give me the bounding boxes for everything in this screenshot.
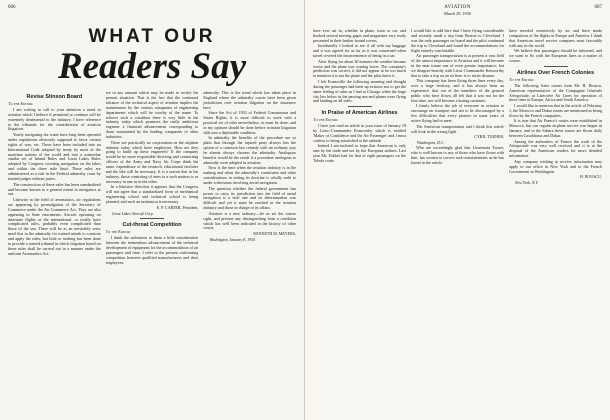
- paragraph: I think the unfairness to them a little consideration between the tremendous advancement of the technical development of equipment for the accommodation of air passengers and time. I refer to the present confronting competition between qualified manufacturers and their employees.: [105, 235, 199, 265]
- left-running-head: [8, 5, 296, 27]
- paragraph: Incidentally I looked to see if all with my baggage and it was agreed for as far as it was concerned when travel covered the inconvenience of being in a car.: [313, 43, 406, 59]
- signature: H. BOUSCU,: [579, 174, 602, 180]
- headline-line-1: WHAT OUR: [88, 26, 216, 47]
- paragraph: The question whether the federal government has power to carry its jurisdiction into the field of aerial navigation is a vital one and its determination was difficult and yet it must be reached in the aviation industry and those in charge of its affairs.: [203, 185, 297, 211]
- right-columns: [313, 29, 602, 186]
- salutation: To the Editor:: [509, 76, 535, 82]
- salutation: To the Editor:: [105, 229, 131, 235]
- letter-heading: Airlines Over French Colonies: [516, 69, 595, 76]
- right-column-3: [509, 29, 602, 186]
- signature-place: Washington, January 8, 1930: [209, 237, 255, 242]
- paragraph: Now is the time when the aviation industry is in the making and when the admiralty's constituent and other considerations in setting its doctrine is wholly unfit to under a decisions involving aerial navigation.: [203, 165, 297, 186]
- letter-heading: In Praise of American Airlines: [321, 110, 398, 117]
- signature: E. P. CARTER, President,: [156, 204, 199, 210]
- paragraph: The construction of these rules has been standardized and become known to a general extent to navigators at sea.: [8, 181, 101, 197]
- headline-line-2: Readers Say: [57, 46, 247, 87]
- section-headline: [8, 27, 296, 85]
- left-column-2: [106, 91, 199, 266]
- paragraph: Likewise in the field of aeronautics, air regulations are appearing by promulgation of the Secretary of Commerce under the Air Commerce Act. They are also appearing in State enactments. Aircraft operating on interstate flights or the international, or totally have complicated rules, probably even complicated than those of the sea. There will be as an inevitably seen, need that in the admiralty for trained minds to construe and apply the rules; but little or nothing has been done to provide a trained tribunal in which litigation based on these rules shall be carried out in a manner under the uniform Aeronautics Act.: [8, 196, 101, 256]
- signature: KENNETH M. MEYERS,: [253, 230, 297, 236]
- left-column-1: [8, 91, 101, 266]
- paragraph: I have just read an article in your issue of January 18 by Lieut.-Commander Kenworthy which is entitled 'Maker of Confidence and the Air Passenger' and I must confess to being astonished at the attitude.: [313, 123, 406, 143]
- paragraph: In a likewise direction it appears that the Congress will not agree that a standardized form of mechanical engineering school and technical school is being planned, and such an institution is necessary.: [105, 184, 199, 205]
- letter-heading: Revise Stinson Board: [26, 94, 83, 100]
- paragraph: Among the authorities of France the work of the Aéropostale was very well received and it is at the disposal of the American readers for more detailed information.: [509, 138, 602, 159]
- paragraph: admiralty. This is the trend which has taken place in England where the admiralty courts have been given jurisdiction over aviation litigation on the insurance here.: [203, 91, 297, 110]
- paragraph: We believe that passengers should be informed, and we want to fly with the European lines as a matter of course.: [509, 48, 602, 64]
- paragraph: The following letter comes from Mr. H. Bouscu, American representative of the Compagnie Générale Aéropostale, at Latécoère Air Lines for operation of these lines in Europe, Africa and South America.: [509, 82, 602, 103]
- page-number: 606: [8, 5, 16, 10]
- paragraph: The American transportation and I think this article will look in the wrong light.: [411, 123, 504, 134]
- paragraph: It is true that Air France's routes were established in Morocco, but our regular airplane service was begun in January, and in the Sahara these routes are flown daily between Casablanca and Dakar.: [509, 118, 602, 138]
- paragraph: I am writing to call to your attention a trend in aviation which I believe if permitted to continue will be extremely detrimental to the industry. I have reference to the tribunals for the consideration of aviation litigation.: [8, 106, 101, 132]
- masthead: [313, 5, 602, 17]
- paragraph: Indeed I am inclined to hope that American is only sent by the trade and not by the European airlines. Last year Mr. Fokker had for that of eight passengers on the Toledo route.: [313, 143, 406, 164]
- right-column-2: [411, 29, 504, 186]
- paragraph: Aviation is a new industry—let us set the course right, and prevent any distinguishing from a condition which has well been indicated in the history of other courts.: [203, 210, 297, 231]
- paragraph: Air passenger transportation is at present a vast field of the utmost importance to Aviation and it will become in the near future one of even greater importance; but we disagree heartily with Lieut.-Commander Kenworthy that to take a trip on an air liner is to invite disaster.: [411, 53, 504, 78]
- signature: CYRIL TURNER,: [474, 134, 504, 139]
- paragraph: I firmly believe the job of everyone in aviation to encourage air transport and not to be discouraged by a few difficulties that every pioneer in some years of active flying had to meet.: [411, 103, 504, 124]
- paragraph: Yearly navigating the water have long been operated under regulations obviously supposed to favor certain rights of way, etc. These have been included into an International Code adopted by treaty by most of the maritime nations of the world and into a somewhat similar set of Inland Rules and Great Lakes Rules adopted by Congress covering navigation on the lakes and within the three mile limit. These rules are administered as a rule in the Federal admiralty court by trained judges without juries.: [8, 131, 101, 182]
- paragraph: I would like to mention that in the article of February 1, the Morocco and Dakar routes are mentioned as being flown by the French companies.: [509, 102, 602, 118]
- letter-heading: Cut-throat Competition: [122, 222, 182, 229]
- paragraph: There are practically no corporations in the airplane industry today which have employees. How are they going to build up these engineers? If the company would be no more responsible directing and contracting officers of the Army and Navy Air Corps think the same, expenditure of the research, educational facilities and the like will be necessary. It is a notion that in the industry, those consisting of rates to a such matters is as necessary in one as in the other.: [105, 139, 199, 184]
- paragraph: Who are exceedingly glad that Lieutenant Turner, who is well known to any of those who have flown with him, has written to correct such misstatements as he has found in the article.: [411, 145, 504, 166]
- right-page: [305, 0, 610, 420]
- paragraph: This company has been flying three lines every day, over a large territory, and it has always been an experience, that out of the members of the general public who have flown, all felt that it was not for the first time, nor will become a lasting customer.: [411, 78, 504, 103]
- paragraph: I left Evansville the following morning and thought during the passenger had been up aviators not to get the same feeling of calm as I had at Chicago when the large city lies below in the passing sun and planes were flying and landing on all sides.: [313, 78, 406, 104]
- paragraph: have ever sat in, whether in plane, train or car, and hooked several moving gages and magazines very ready presented in their leather bound covers.: [313, 29, 406, 43]
- signature-place: New York, N.Y.: [515, 180, 539, 185]
- paragraph: In admiralty the benefits of the procedure are so plain that through the injured party always has the option of a common law remedy with an ordinary jury he almost always chooses the admiralty. Analogous benefits would be the result if a procedure analogous to admiralty were adopted in aviation.: [203, 135, 297, 165]
- issue-date: March 29, 1930: [444, 11, 471, 16]
- right-column-1: [313, 29, 406, 186]
- signature-place: Washington, D.C.: [417, 140, 445, 145]
- left-columns: [8, 91, 296, 266]
- paragraph: Since the Act of 1933 of Federal Commission and States Rights, it is more difficult to work with a practical set of rules nevertheless, or must be done, and in my opinion should be done before aviation litigation falls into a deplorable condition.: [203, 110, 297, 135]
- paragraph: are in any amount which may be made to rectify the present situation. That is the fact that the continued advance of the technical aspect of aviation implies the maintenance by the various companies of engineering departments which will be worthy of the name. To achieve such a condition there is very little in the industry today which promises the really ambitious engineer a financial advancement corresponding to those maintained by the leading companies of other industries.: [105, 91, 199, 140]
- divider: [140, 218, 164, 219]
- masthead-title: AVIATION: [444, 5, 471, 10]
- divider: [544, 66, 568, 67]
- paragraph: After flying for about 30 minutes the weather became worse and the plane was coming lower. The company's prediction was correct, it did not appear to be too much to mention it is not the plane and the pilot knew it.: [313, 58, 406, 79]
- right-running-head: [313, 5, 602, 27]
- divider: [348, 106, 372, 107]
- salutation: To the Editor:: [313, 117, 339, 123]
- salutation: To the Editor:: [8, 100, 34, 106]
- left-column-3: [203, 91, 296, 266]
- paragraph: I would like to add here that I have flying considerable and recently made a trip from Boston to Cleveland. I was the only passenger on board and the pilot continued the trip to Cleveland and found the accommodations for flight entirely comfortable.: [411, 29, 504, 53]
- page-number: 607: [594, 5, 602, 10]
- paragraph: have traveled extensively by air and have made comparison of the flights in Europe and America. I think that American travel service compares most favorably with any in the world.: [509, 29, 602, 48]
- paragraph: Any company wishing to receive information may apply to our office in New York and to the French Government in Washington.: [509, 158, 602, 174]
- signature-place: Great Lakes Aircraft Corp.: [111, 211, 154, 216]
